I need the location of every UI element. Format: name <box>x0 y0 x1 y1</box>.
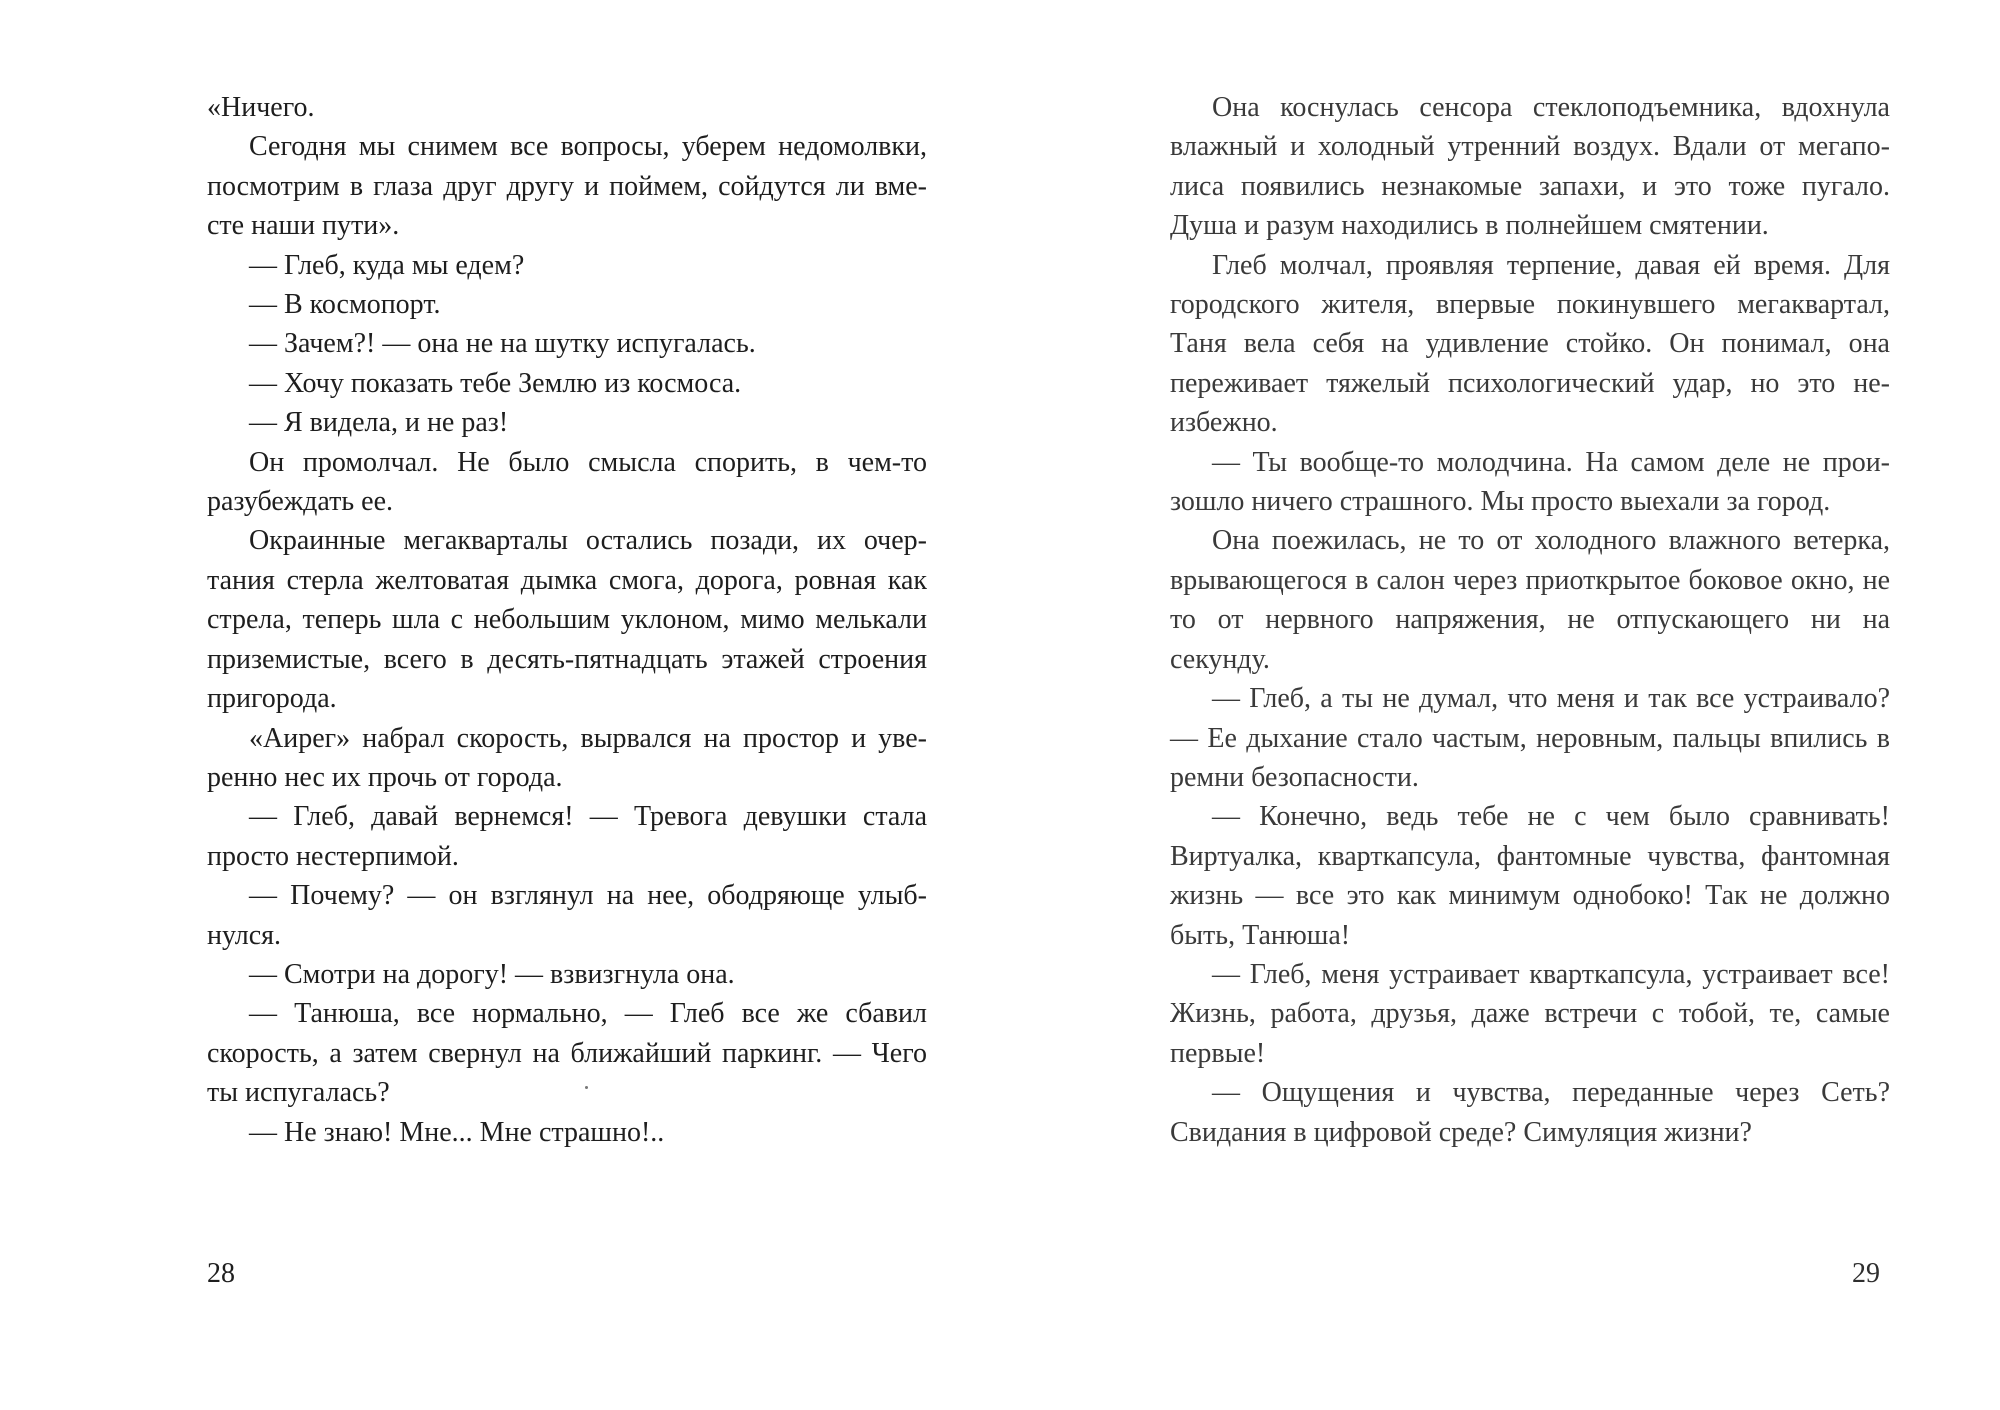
paragraph: — Глеб, куда мы едем? <box>249 249 525 281</box>
paragraph: — Танюша, все нормально, — Глеб все же сбавил скорость, а затем свернул на ближайший паркинг. — Чего ты испугалась? <box>207 998 927 1109</box>
paragraph: — Глеб, давай вернемся! — Тревога девушки стала просто нестерпимой. <box>207 801 927 872</box>
paragraph: «Ничего. <box>207 92 315 123</box>
paragraph: Она поежилась, не то от холодного влажного ветерка, врывающегося в салон через приоткрытое боковое окно, не то от нервного напряжения, не отпускающего ни на секунду. <box>1170 525 1890 675</box>
left-page-text <box>207 88 927 1152</box>
paragraph: — Почему? — он взглянул на нее, ободряюще улыбнулся. <box>207 880 927 951</box>
paragraph: — Глеб, меня устраивает кварткапсула, устраивает все! Жизнь, работа, друзья, даже встречи с тобой, те, самые первые! <box>1170 958 1890 1069</box>
paragraph: Глеб молчал, проявляя терпение, давая ей время. Для городского жителя, впервые покинувшего мегаквартал, Таня вела себя на удивление стойко. Он понимал, она переживает тяжелый психологический удар, но это неизбежно. <box>1170 249 1890 439</box>
right-page-text <box>1170 88 1890 1152</box>
print-speck <box>585 1086 588 1089</box>
left-page-number: 28 <box>207 1258 235 1289</box>
paragraph: — Зачем?! — она не на шутку испугалась. <box>249 328 756 360</box>
paragraph: — Ты вообще-то молодчина. На самом деле не произошло ничего страшного. Мы просто выехали за город. <box>1170 446 1890 518</box>
paragraph: — Хочу показать тебе Землю из космоса. <box>249 367 742 399</box>
paragraph: Она коснулась сенсора стеклоподъемника, вдохнула влажный и холодный утренний воздух. Вдали от мегаполиса появились незнакомые запахи, и это тоже пугало. Душа и разум находились в полнейшем смятении. <box>1170 92 1890 242</box>
paragraph: Окраинные мегакварталы остались позади, их очертания стерла желтоватая дымка смога, дорога, ровная как стрела, теперь шла с небольшим уклоном, мимо мелькали приземистые, всего в десять-пятнадцать этажей строения пригорода. <box>207 525 927 715</box>
paragraph: — В космопорт. <box>249 289 441 321</box>
paragraph: Сегодня мы снимем все вопросы, уберем недомолвки, посмотрим в глаза друг другу и поймем, сойдутся ли вместе наши пути». <box>207 131 927 242</box>
paragraph: «Аиpeг» набрал скорость, вырвался на простор и уверенно нес их прочь от города. <box>207 722 927 793</box>
paragraph: — Глеб, а ты не думал, что меня и так все устраивало? — Ее дыхание стало частым, неровным, пальцы впились в ремни безопасности. <box>1170 683 1890 793</box>
paragraph: — Я видела, и не раз! <box>249 407 509 439</box>
paragraph: — Не знаю! Мне... Мне страшно!.. <box>249 1116 665 1148</box>
paragraph: — Ощущения и чувства, переданные через Сеть? Свидания в цифровой среде? Симуляция жизни? <box>1170 1077 1890 1148</box>
paragraph: — Смотри на дорогу! — взвизгнула она. <box>249 958 735 990</box>
paragraph: Он промолчал. Не было смысла спорить, в чем-то разубеждать ее. <box>207 446 927 518</box>
paragraph: — Конечно, ведь тебе не с чем было сравнивать! Виртуалка, кварткапсула, фантомные чувства, фантомная жизнь — все это как минимум однобоко! Так не должно быть, Танюша! <box>1170 801 1890 951</box>
right-page-number: 29 <box>1852 1258 1880 1289</box>
